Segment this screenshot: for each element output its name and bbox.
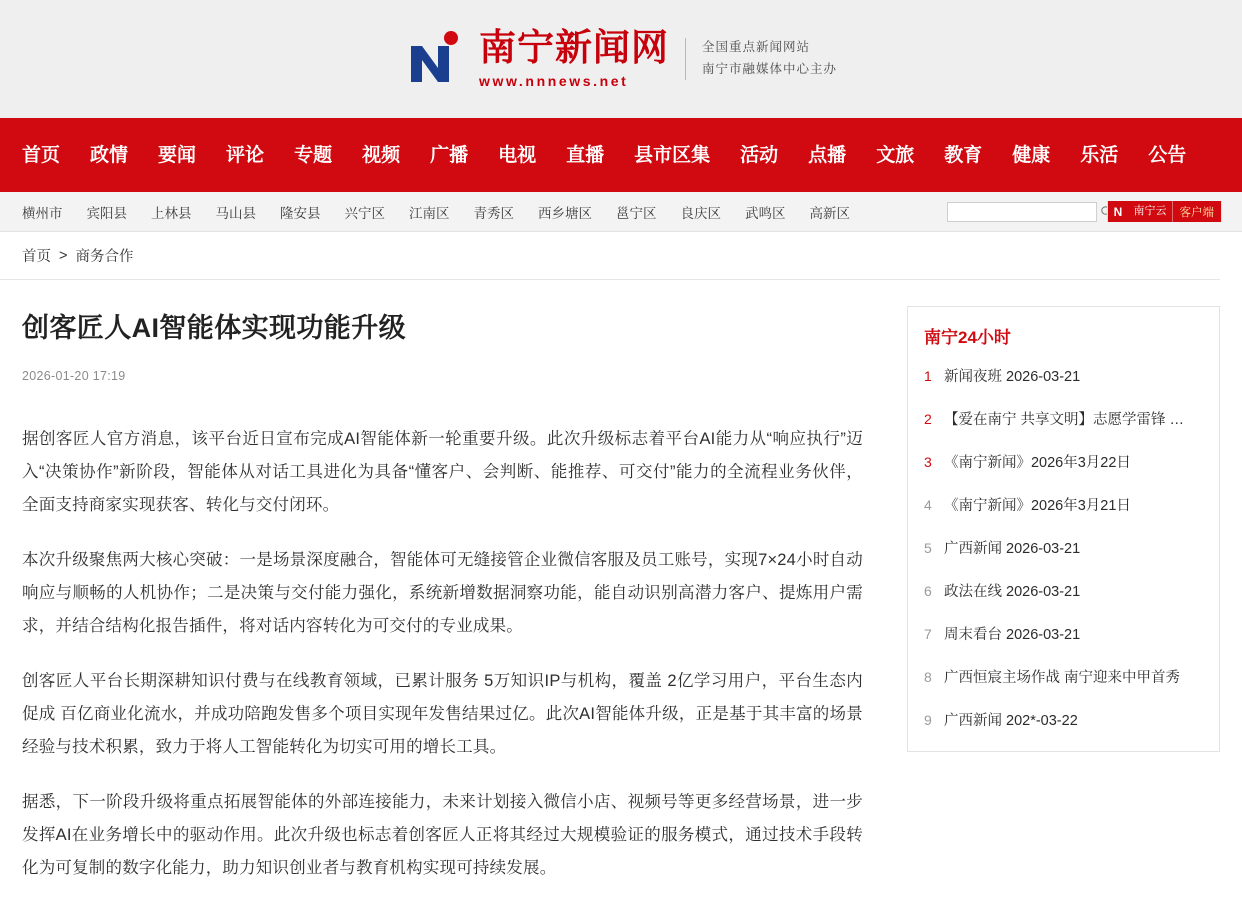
- list-item[interactable]: [924, 612, 1203, 655]
- district-jiangnanqu[interactable]: 江南区: [409, 205, 450, 221]
- sidebar-nanning-24h: [907, 306, 1220, 752]
- rank-title[interactable]: 《南宁新闻》2026年3月22日: [943, 455, 1131, 471]
- rank-title[interactable]: 《南宁新闻》2026年3月21日: [943, 498, 1131, 514]
- sidebar-title: 南宁24小时: [923, 328, 1011, 347]
- district-shanglinxian[interactable]: 上林县: [151, 205, 192, 221]
- logo-divider: [685, 38, 686, 80]
- slogan-line-1: 全国重点新闻网站: [701, 40, 810, 55]
- nanning-cloud-app-button[interactable]: [1107, 201, 1223, 222]
- rank-title[interactable]: 周末看台 2026-03-21: [943, 627, 1081, 643]
- nnnews-logo-icon: [405, 30, 471, 88]
- district-xixiangtangqu[interactable]: 西乡塘区: [538, 205, 592, 221]
- district-liangqingqu[interactable]: 良庆区: [680, 205, 721, 221]
- article-paragraph: 据创客匠人官方消息，该平台近日宣布完成AI智能体新一轮重要升级。此次升级标志着平台AI能力从“响应执行”迈入“决策协作”新阶段，智能体从对话工具进化为具备“懂客户、会判断、能推荐、可交付”能力的全流程业务伙伴，全面支持商家实现获客、转化与交付闭环。: [22, 430, 863, 514]
- rank-number: 9: [923, 712, 932, 728]
- rank-number: 6: [923, 583, 932, 599]
- rank-title[interactable]: 【爱在南宁 共享文明】志愿学雷锋 …: [943, 412, 1185, 428]
- breadcrumb-home[interactable]: 首页: [22, 249, 51, 265]
- rank-number: 4: [923, 497, 932, 513]
- breadcrumb: [0, 232, 1220, 280]
- site-logo[interactable]: [405, 26, 837, 89]
- rank-number: 2: [923, 411, 932, 427]
- district-mashanxian[interactable]: 马山县: [215, 205, 256, 221]
- nav-item-guangbo[interactable]: 广播: [430, 144, 469, 166]
- nav-item-zhuanti[interactable]: 专题: [294, 144, 333, 166]
- district-binyangxian[interactable]: 宾阳县: [86, 205, 127, 221]
- district-gaoxinqu[interactable]: 高新区: [809, 205, 850, 221]
- nav-item-jiankang[interactable]: 健康: [1012, 144, 1051, 166]
- nav-item-gonggao[interactable]: 公告: [1148, 144, 1187, 166]
- rank-number: 8: [923, 669, 932, 685]
- list-item[interactable]: [924, 440, 1203, 483]
- district-yongningqu[interactable]: 邕宁区: [616, 205, 657, 221]
- nav-item-xianshiqu[interactable]: 县市区集: [634, 144, 711, 166]
- rank-number: 1: [923, 368, 932, 384]
- list-item[interactable]: [924, 569, 1203, 612]
- breadcrumb-separator: >: [59, 247, 68, 264]
- rank-number: 3: [923, 454, 932, 470]
- sidebar-rank-list: [924, 354, 1203, 741]
- nav-item-dianshi[interactable]: 电视: [498, 144, 537, 166]
- rank-number: 5: [923, 540, 932, 556]
- content-area: [0, 280, 1242, 907]
- cloud-name-label: 南宁云: [1129, 201, 1172, 222]
- district-xingningqu[interactable]: 兴宁区: [344, 205, 385, 221]
- list-item[interactable]: [924, 354, 1203, 397]
- list-item[interactable]: [924, 397, 1203, 440]
- article-paragraph: 据悉，下一阶段升级将重点拓展智能体的外部连接能力，未来计划接入微信小店、视频号等更多经营场景，进一步发挥AI在业务增长中的驱动作用。此次升级也标志着创客匠人正将其经过大规模验证的服务模式，通过技术手段转化为可复制的数字化能力，助力知识创业者与教育机构实现可持续发展。: [22, 793, 863, 877]
- list-item[interactable]: [924, 483, 1203, 526]
- nav-item-wenlv[interactable]: 文旅: [876, 144, 915, 166]
- rank-title[interactable]: 广西新闻 2026-03-21: [943, 541, 1081, 557]
- page-title: 创客匠人AI智能体实现功能升级: [22, 313, 406, 343]
- nav-item-zhibo[interactable]: 直播: [566, 144, 605, 166]
- article-paragraph: 本次升级聚焦两大核心突破：一是场景深度融合，智能体可无缝接管企业微信客服及员工账号，实现7×24小时自动响应与顺畅的人机协作；二是决策与交付能力强化，系统新增数据洞察功能，能自动识别高潜力客户、提炼用户需求，并结合结构化报告插件，将对话内容转化为可交付的专业成果。: [22, 551, 863, 635]
- nav-right-tools: [947, 192, 1223, 231]
- logo-slogan: [702, 37, 837, 81]
- article-timestamp: 2026-01-20 17:19: [22, 369, 126, 383]
- article: [22, 280, 863, 907]
- breadcrumb-current: 商务合作: [75, 249, 134, 265]
- list-item[interactable]: [924, 698, 1203, 741]
- cloud-logo-icon: N: [1108, 201, 1129, 222]
- site-masthead: [0, 0, 1242, 118]
- logo-url: www.nnnews.net: [478, 72, 629, 89]
- rank-title[interactable]: 新闻夜班 2026-03-21: [943, 369, 1081, 385]
- nav-item-lehuo[interactable]: 乐活: [1080, 144, 1119, 166]
- rank-number: 7: [923, 626, 932, 642]
- district-longanxian[interactable]: 隆安县: [280, 205, 321, 221]
- search-box[interactable]: [947, 202, 1097, 222]
- logo-title: 南宁新闻网: [478, 26, 669, 70]
- nav-item-yaowen[interactable]: 要闻: [158, 144, 197, 166]
- district-wumingqu[interactable]: 武鸣区: [745, 205, 786, 221]
- list-item[interactable]: [924, 526, 1203, 569]
- rank-title[interactable]: 广西新闻 202*-03-22: [943, 713, 1078, 729]
- rank-title[interactable]: 广西恒宸主场作战 南宁迎来中甲首秀: [943, 670, 1181, 686]
- cloud-client-tag: 客户端: [1172, 201, 1222, 222]
- list-item[interactable]: [924, 655, 1203, 698]
- nav-item-shipin[interactable]: 视频: [362, 144, 401, 166]
- slogan-line-2: 南宁市融媒体中心主办: [701, 62, 837, 76]
- nav-item-pinglun[interactable]: 评论: [226, 144, 265, 166]
- district-qingxiuqu[interactable]: 青秀区: [473, 205, 514, 221]
- rank-title[interactable]: 政法在线 2026-03-21: [943, 584, 1081, 600]
- logo-text: [478, 26, 669, 89]
- district-hengzhoushi[interactable]: 横州市: [22, 205, 63, 221]
- article-body: [22, 423, 863, 885]
- nav-item-dianbo[interactable]: 点播: [808, 144, 847, 166]
- district-navigation: [0, 192, 1242, 232]
- search-input[interactable]: [954, 203, 1100, 221]
- article-paragraph: 创客匠人平台长期深耕知识付费与在线教育领域，已累计服务 5万知识IP与机构，覆盖 2亿学习用户，平台生态内促成 百亿商业化流水，并成功陪跑发售多个项目实现年发售结果过亿。此次AI智能体升级，正是基于其丰富的场景经验与技术积累，致力于将人工智能转化为切实可用的增长工具。: [22, 672, 863, 756]
- nav-item-home[interactable]: 首页: [22, 144, 61, 166]
- nav-item-zhengqing[interactable]: 政情: [90, 144, 129, 166]
- nav-item-jiaoyu[interactable]: 教育: [944, 144, 983, 166]
- primary-navigation: [0, 118, 1242, 192]
- nav-item-huodong[interactable]: 活动: [740, 144, 779, 166]
